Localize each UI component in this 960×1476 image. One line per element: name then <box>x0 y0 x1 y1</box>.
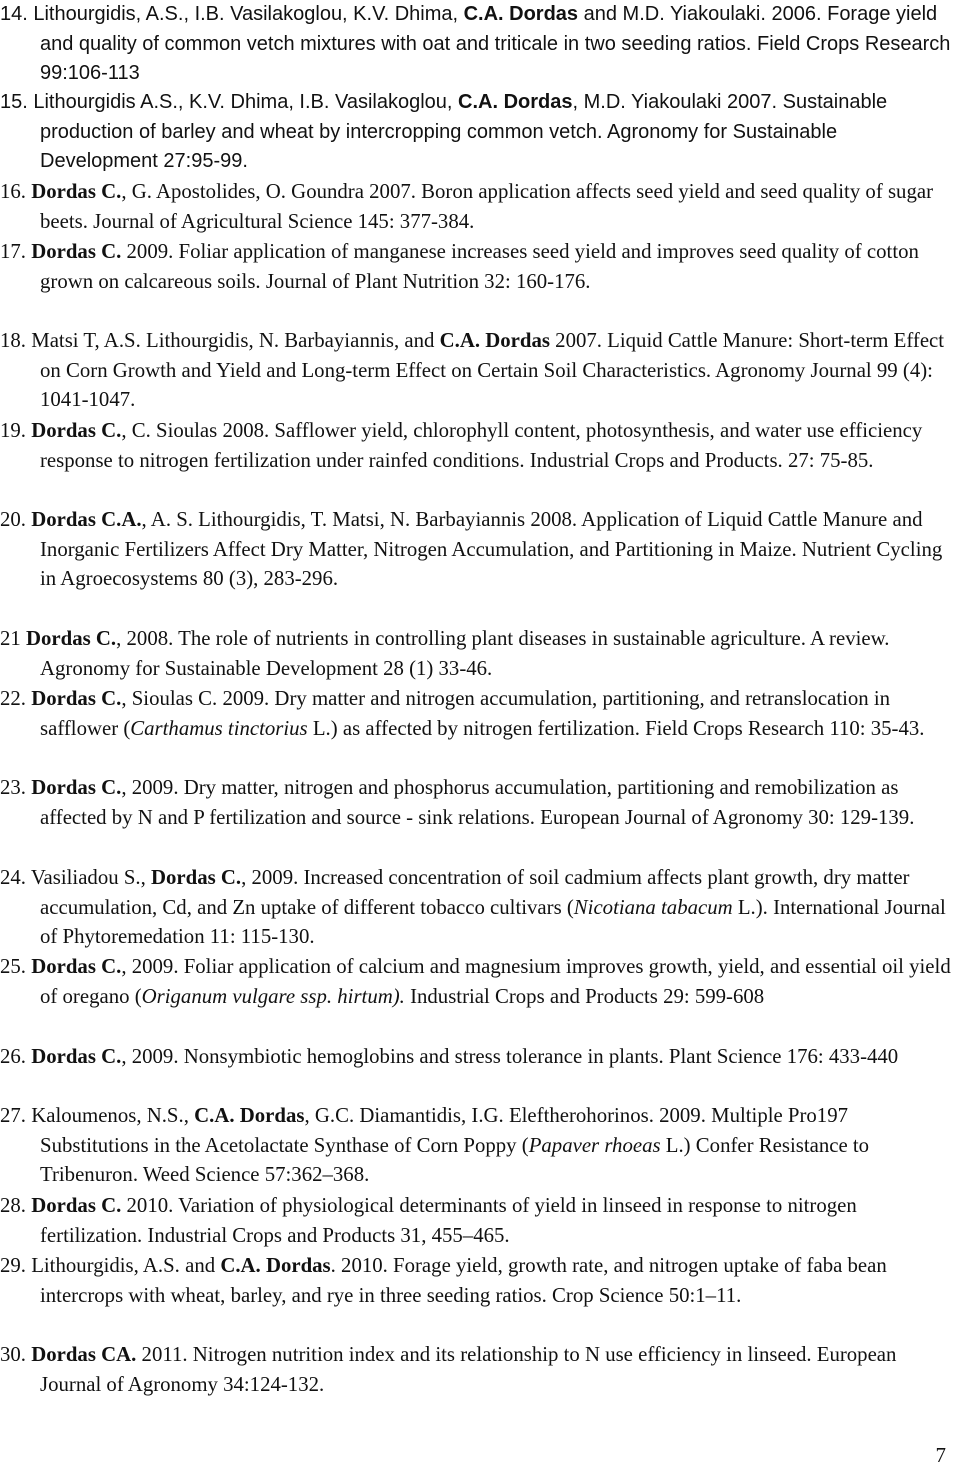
reference-number: 18. <box>0 329 26 352</box>
author-highlight: Dordas C. <box>31 687 122 710</box>
author-highlight: C.A. Dordas <box>463 3 579 25</box>
reference-text: 2011. Nitrogen nutrition index and its relationship to N use efficiency in linseed. European Journal of Agronomy 34:124-132. <box>40 1343 897 1396</box>
reference-21 <box>0 624 960 683</box>
reference-text: Lithourgidis, A.S. and <box>26 1254 221 1277</box>
reference-number: 23. <box>0 776 26 799</box>
reference-20 <box>0 505 960 594</box>
author-highlight: C.A. Dordas <box>220 1254 331 1277</box>
reference-text: L.) Confer Resistance to Tribenuron. Weed Science 57:362–368. <box>40 1133 870 1187</box>
reference-text: 2010. Variation of physiological determinants of yield in linseed in response to nitrogen fertilization. Industrial Crops and Products 31, 455–465. <box>40 1194 857 1247</box>
reference-text: . 2010. Forage yield, growth rate, and nitrogen uptake of faba bean intercrops with wheat, barley, and rye in three seeding ratios. Crop Science 50:1–11. <box>40 1254 887 1307</box>
species-name: Papaver rhoeas <box>528 1133 661 1157</box>
reference-text: , G.C. Diamantidis, I.G. Eleftherohorinos. 2009. Multiple Pro197 Substitutions in the Acetolactate Synthase of Corn Poppy ( <box>40 1104 849 1157</box>
author-highlight: C.A. Dordas <box>439 329 550 352</box>
reference-27 <box>0 1101 960 1190</box>
reference-text: , A. S. Lithourgidis, T. Matsi, N. Barbayiannis 2008. Application of Liquid Cattle Manure and Inorganic Fertilizers Affect Dry Matter, Nitrogen Accumulation, and Partitioning in Maize. Nutrient Cycling in Agroecosystems 80 (3), 283-296. <box>40 508 943 591</box>
reference-text: , Sioulas C. 2009. Dry matter and nitrogen accumulation, partitioning, and retranslocation in safflower ( <box>40 687 891 740</box>
reference-number: 30. <box>0 1343 26 1366</box>
reference-24 <box>0 863 960 952</box>
reference-text: 2009. Foliar application of manganese increases seed yield and improves seed quality of cotton grown on calcareous soils. Journal of Plant Nutrition 32: 160-176. <box>40 240 919 293</box>
reference-text: Lithourgidis A.S., K.V. Dhima, I.B. Vasilakoglou, <box>27 91 459 113</box>
author-highlight: C.A. Dordas <box>458 91 573 113</box>
reference-18 <box>0 326 960 415</box>
reference-number: 26. <box>0 1045 26 1068</box>
reference-text: Vasiliadou S., <box>26 866 151 889</box>
author-highlight: C.A. Dordas <box>194 1104 305 1127</box>
reference-number: 25. <box>0 955 26 978</box>
reference-number: 28. <box>0 1194 26 1217</box>
reference-text: L.) as affected by nitrogen fertilization. Field Crops Research 110: 35-43. <box>307 716 925 740</box>
author-highlight: Dordas C. <box>31 1194 122 1217</box>
reference-text: , 2008. The role of nutrients in controlling plant diseases in sustainable agriculture. A review. Agronomy for Sustainable Development 28 (1) 33-46. <box>40 627 890 680</box>
reference-23 <box>0 773 960 832</box>
species-name: Nicotiana tabacum <box>573 895 733 919</box>
reference-text: Kaloumenos, N.S., <box>26 1104 195 1127</box>
reference-22 <box>0 684 960 743</box>
reference-30 <box>0 1340 960 1399</box>
species-name: Carthamus tinctorius <box>130 716 308 740</box>
reference-19 <box>0 416 960 475</box>
author-highlight: Dordas C. <box>150 866 242 889</box>
reference-26 <box>0 1042 960 1072</box>
author-highlight: Dordas C.A. <box>31 508 142 531</box>
page-number: 7 <box>935 1443 946 1467</box>
reference-number: 15. <box>0 91 28 113</box>
reference-number: 29. <box>0 1254 26 1277</box>
reference-number: 14. <box>0 3 28 25</box>
reference-text: , 2009. Nonsymbiotic hemoglobins and stress tolerance in plants. Plant Science 176: 433-440 <box>121 1045 899 1068</box>
author-highlight: Dordas C. <box>31 955 122 978</box>
reference-number: 20. <box>0 508 26 531</box>
reference-number: 17. <box>0 240 26 263</box>
reference-text: Lithourgidis, A.S., I.B. Vasilakoglou, K.V. Dhima, <box>27 3 464 25</box>
author-highlight: Dordas C. <box>31 776 122 799</box>
reference-number: 27. <box>0 1104 26 1127</box>
reference-16 <box>0 177 960 236</box>
reference-text: Matsi T, A.S. Lithourgidis, N. Barbayiannis, and <box>26 329 440 352</box>
reference-text: , M.D. Yiakoulaki 2007. Sustainable production of barley and wheat by intercropping common vetch. Agronomy for Sustainable Development 27:95-99. <box>40 91 888 173</box>
species-name: Origanum vulgare ssp. hirtum). <box>141 984 405 1008</box>
reference-text: Industrial Crops and Products 29: 599-608 <box>404 984 765 1008</box>
reference-number: 21 <box>0 627 21 650</box>
reference-text: , C. Sioulas 2008. Safflower yield, chlorophyll content, photosynthesis, and water use efficiency response to nitrogen fertilization under rainfed conditions. Industrial Crops and Products. 27: 75-85. <box>40 419 923 472</box>
reference-number: 19. <box>0 419 26 442</box>
author-highlight: Dordas C. <box>31 180 122 203</box>
author-highlight: Dordas CA. <box>31 1343 137 1366</box>
reference-text: , 2009. Increased concentration of soil cadmium affects plant growth, dry matter accumulation, Cd, and Zn uptake of different tobacco cultivars ( <box>40 866 910 919</box>
reference-number: 22. <box>0 687 26 710</box>
reference-text: , G. Apostolides, O. Goundra 2007. Boron application affects seed yield and seed quality of sugar beets. Journal of Agricultural Science 145: 377-384. <box>40 180 934 233</box>
reference-text: L.). International Journal of Phytoremedation 11: 115-130. <box>40 895 946 949</box>
reference-14 <box>0 0 960 89</box>
author-highlight: Dordas C. <box>26 627 117 650</box>
author-highlight: Dordas C. <box>31 419 122 442</box>
author-highlight: Dordas C. <box>31 240 122 263</box>
reference-29 <box>0 1251 960 1310</box>
reference-text: 2007. Liquid Cattle Manure: Short-term Effect on Corn Growth and Yield and Long-term Effect on Certain Soil Characteristics. Agronomy Journal 99 (4): 1041-1047. <box>40 329 945 412</box>
reference-17 <box>0 237 960 296</box>
reference-number: 16. <box>0 180 26 203</box>
reference-text: , 2009. Foliar application of calcium and magnesium improves growth, yield, and essential oil yield of oregano ( <box>40 955 951 1008</box>
reference-number: 24. <box>0 866 26 889</box>
reference-text: , 2009. Dry matter, nitrogen and phosphorus accumulation, partitioning and remobilization as affected by N and P fertilization and source - sink relations. European Journal of Agronomy 30: 129-139. <box>40 776 915 829</box>
author-highlight: Dordas C. <box>31 1045 122 1068</box>
reference-15 <box>0 88 960 177</box>
reference-25 <box>0 952 960 1011</box>
reference-28 <box>0 1191 960 1250</box>
reference-text: and M.D. Yiakoulaki. 2006. Forage yield and quality of common vetch mixtures with oat and triticale in two seeding ratios. Field Crops Research 99:106-113 <box>40 3 951 85</box>
